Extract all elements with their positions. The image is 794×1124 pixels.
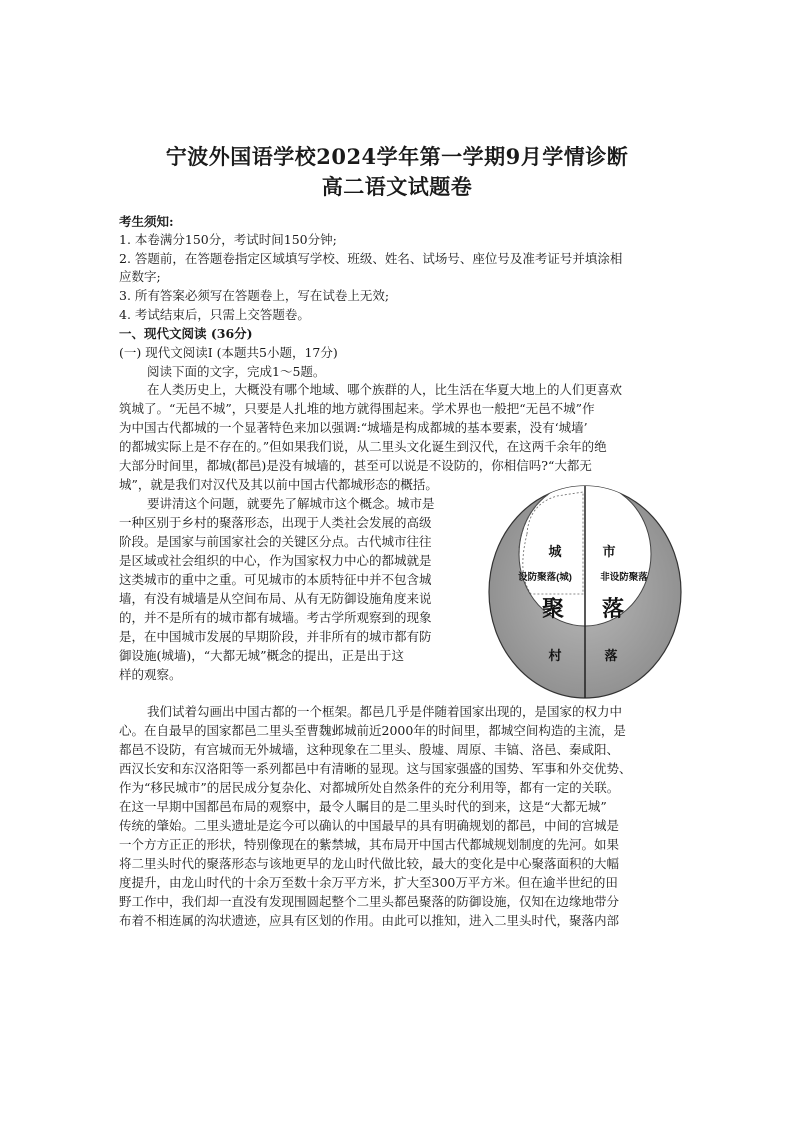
article-line: 作为“移民城市”的居民成分复杂化、对都城所处自然条件的充分利用等，都有一定的关联。 [119,780,620,795]
notice-item: 3. 所有答案必须写在答题卷上，写在试卷上无效; [119,288,390,303]
article-line: 的，并不是所有的城市都有城墙。考古学所观察到的现象 [119,610,432,625]
section-instruction: 阅读下面的文字，完成1～5题。 [147,364,326,379]
article-line: 野工作中，我们却一直没有发现围圆起整个二里头都邑聚落的防御设施，仅知在边缘地带分 [119,894,620,909]
article-line: 一个方方正正的形状，特别像现在的紫禁城，其布局开中国古代都城规划制度的先河。如果 [119,837,620,852]
label-luo: 落 [601,596,625,621]
article-line: 要讲清这个问题，就要先了解城市这个概念。城市是 [147,496,435,511]
label-luo-small: 落 [604,648,618,663]
article-line: 城”，就是我们对汉代及其以前中国古代都城形态的概括。 [119,477,438,492]
label-cheng: 城 [548,544,562,559]
exam-subtitle: 高二语文试题卷 [321,174,473,199]
article-line: 西汉长安和东汉洛阳等一系列都邑中有清晰的显现。这与国家强盛的国势、军事和外交优势、 [119,761,632,776]
article-line: 是，在中国城市发展的早期阶段，并非所有的城市都有防 [119,629,432,644]
label-shi: 市 [602,544,616,559]
section-subtitle: (一) 现代文阅读Ⅰ (本题共5小题，17分) [119,345,338,360]
notice-heading: 考生须知: [119,214,174,229]
notice-item: 2. 答题前，在答题卷指定区域填写学校、班级、姓名、试场号、座位号及准考证号并填涂相 [119,251,623,266]
article-line: 在这一早期中国都邑布局的观察中，最令人瞩目的是二里头时代的到来，这是“大都无城” [119,799,607,814]
article-line: 度提升，由龙山时代的十余万至数十余万平方米，扩大至300万平方米。但在逾半世纪的田 [119,875,618,890]
article-line: 传统的肇始。二里头遗址是迄今可以确认的中国最早的具有明确规划的都邑，中间的宫城是 [119,818,620,833]
label-fortified-settlement: 设防聚落(城) [518,572,572,583]
article-line: 样的观察。 [119,667,182,682]
article-line: 为中国古代都城的一个显著特色来加以强调:“城墙是构成都城的基本要素，没有‘城墙’ [119,420,588,435]
section-title: 一、现代文阅读 (36分) [119,326,253,341]
article-line: 的都城实际上是不存在的。”但如果我们说，从二里头文化诞生到汉代，在这两千余年的绝 [119,439,607,454]
notice-item: 应数字; [119,269,161,284]
article-line: 我们试着勾画出中国古都的一个框架。都邑几乎是伴随着国家出现的，是国家的权力中 [147,704,623,719]
article-line: 这类城市的重中之重。可见城市的本质特征中并不包含城 [119,572,432,587]
article-line: 筑城了。“无邑不城”，只要是人扎堆的地方就得围起来。学术界也一般把“无邑不城”作 [119,401,595,416]
article-line: 布着不相连属的沟状遗迹，应具有区划的作用。由此可以推知，进入二里头时代，聚落内部 [119,913,620,928]
settlement-diagram [487,484,683,700]
article-line: 将二里头时代的聚落形态与该地更早的龙山时代做比较，最大的变化是中心聚落面积的大幅 [119,856,620,871]
notice-item: 4. 考试结束后，只需上交答题卷。 [119,307,310,322]
exam-title: 宁波外国语学校2024学年第一学期9月学情诊断 [165,144,629,169]
label-ju: 聚 [541,596,565,621]
article-line: 墙，有没有城墙是从空间布局、从有无防御设施角度来说 [119,591,432,606]
article-line: 是区域或社会组织的中心，作为国家权力中心的都城就是 [119,553,432,568]
label-unfortified-settlement: 非设防聚落 [600,572,648,583]
article-line: 御设施(城墙)，“大都无城”概念的提出，正是出于这 [119,648,405,663]
article-line: 一种区别于乡村的聚落形态，出现于人类社会发展的高级 [119,515,432,530]
article-line: 在人类历史上，大概没有哪个地域、哪个族群的人，比生活在华夏大地上的人们更喜欢 [147,382,623,397]
article-line: 阶段。是国家与前国家社会的关键区分点。古代城市往往 [119,534,432,549]
article-line: 大部分时间里，都城(都邑)是没有城墙的，甚至可以说是不设防的，你相信吗?“大都无 [119,458,592,473]
article-line: 都邑不设防，有宫城而无外城墙，这种现象在二里头、殷墟、周原、丰镐、洛邑、秦咸阳、 [119,742,620,757]
label-cun: 村 [548,648,562,663]
article-line: 心。在自最早的国家都邑二里头至曹魏邺城前近2000年的时间里，都城空间构造的主流，是 [119,723,626,738]
notice-item: 1. 本卷满分150分，考试时间150分钟; [119,232,337,247]
